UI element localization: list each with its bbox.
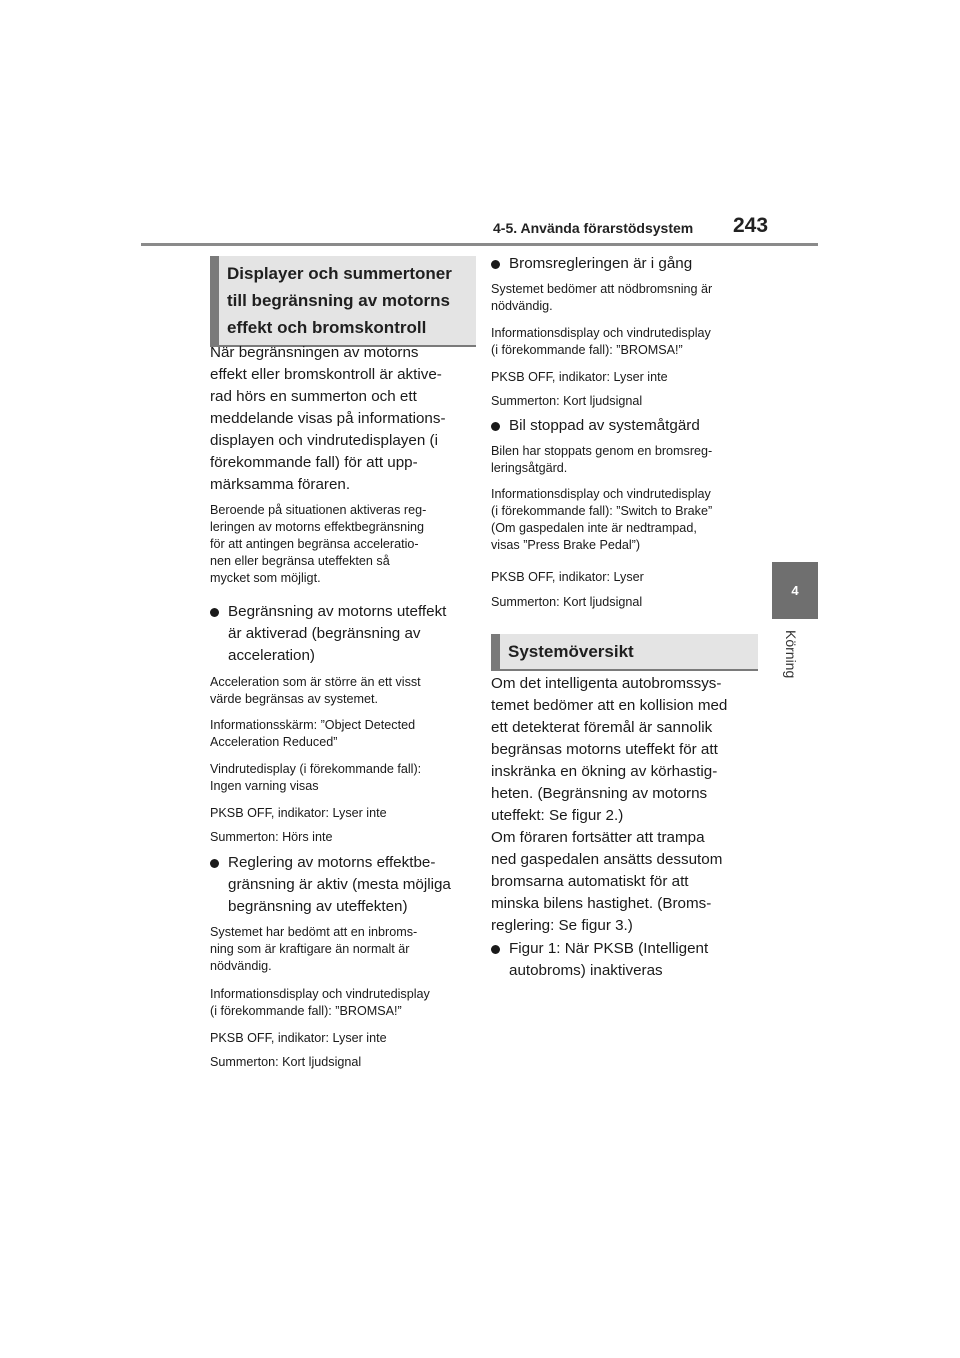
text-line: När begränsningen av motorns bbox=[210, 344, 419, 361]
chapter-label: Körning bbox=[783, 630, 799, 679]
overview-paragraph bbox=[491, 673, 753, 937]
text-line: rad hörs en summerton och ett bbox=[210, 388, 417, 405]
detail-block bbox=[491, 443, 751, 477]
text-line: (i förekommande fall): ”Switch to Brake” bbox=[491, 504, 713, 518]
text-line: Figur 1: När PKSB (Intelligent bbox=[509, 940, 709, 957]
text-line: Beroende på situationen aktiveras reg- bbox=[210, 503, 427, 517]
text-line: gränsning är aktiv (mesta möjliga bbox=[228, 876, 451, 893]
header-section-title: 4-5. Använda förarstödsystem bbox=[493, 220, 694, 236]
text-line: Informationsdisplay och vindrutedisplay bbox=[210, 987, 430, 1001]
text-line: förekommande fall) för att upp- bbox=[210, 454, 418, 471]
text-line: autobroms) inaktiveras bbox=[509, 962, 663, 979]
bullet-item bbox=[491, 938, 764, 982]
detail-block bbox=[210, 761, 470, 795]
detail-block bbox=[210, 924, 470, 975]
bullet-icon bbox=[210, 859, 219, 868]
text-line: nödvändig. bbox=[491, 299, 553, 313]
page-number: 243 bbox=[733, 214, 769, 237]
header-divider bbox=[141, 243, 818, 246]
text-line: Summerton: Kort ljudsignal bbox=[210, 1055, 362, 1069]
text-line: Informationsskärm: ”Object Detected bbox=[210, 718, 416, 732]
detail-block bbox=[491, 486, 751, 554]
text-line: PKSB OFF, indikator: Lyser inte bbox=[210, 1031, 387, 1045]
text-line: Systemet bedömer att nödbromsning är bbox=[491, 282, 713, 296]
bullet-icon bbox=[491, 260, 500, 269]
chapter-tab: 4 bbox=[772, 562, 818, 619]
text-line: Begränsning av motorns uteffekt bbox=[228, 603, 447, 620]
text-line: Vindrutedisplay (i förekommande fall): bbox=[210, 762, 422, 776]
text-line: leringsåtgärd. bbox=[491, 461, 568, 475]
text-line: visas ”Press Brake Pedal”) bbox=[491, 538, 641, 552]
heading-line: till begränsning av motorns bbox=[227, 291, 450, 310]
text-line: (Om gaspedalen inte är nedtrampad, bbox=[491, 521, 697, 535]
bullet-icon bbox=[491, 945, 500, 954]
text-line: reglering: Se figur 3.) bbox=[491, 917, 633, 934]
text-line: uteffekt: Se figur 2.) bbox=[491, 807, 624, 824]
text-line: temet bedömer att en kollision med bbox=[491, 697, 728, 714]
text-line: PKSB OFF, indikator: Lyser inte bbox=[491, 370, 668, 384]
text-line: Bilen har stoppats genom en bromsreg- bbox=[491, 444, 713, 458]
text-line: Systemet har bedömt att en inbroms- bbox=[210, 925, 418, 939]
bullet-item bbox=[491, 415, 764, 437]
text-line: är aktiverad (begränsning av bbox=[228, 625, 421, 642]
text-line: Om det intelligenta autobromssys- bbox=[491, 675, 722, 692]
detail-block bbox=[491, 281, 751, 315]
text-line: ett detekterat föremål är sannolik bbox=[491, 719, 713, 736]
text-line: Summerton: Hörs inte bbox=[210, 830, 333, 844]
text-line: effekt eller bromskontroll är aktive- bbox=[210, 366, 442, 383]
note-paragraph bbox=[210, 502, 470, 587]
text-line: heten. (Begränsning av motorns bbox=[491, 785, 708, 802]
text-line: (i förekommande fall): ”BROMSA!” bbox=[491, 343, 683, 357]
text-line: ning som är kraftigare än normalt är bbox=[210, 942, 410, 956]
text-line: begränsning av uteffekten) bbox=[228, 898, 408, 915]
text-line: inskränka en ökning av körhastig- bbox=[491, 763, 718, 780]
text-line: meddelande visas på informations- bbox=[210, 410, 446, 427]
text-line: värde begränsas av systemet. bbox=[210, 692, 378, 706]
text-line: för att antingen begränsa acceleratio- bbox=[210, 537, 419, 551]
detail-block bbox=[210, 674, 470, 708]
heading-line: Displayer och summertoner bbox=[227, 264, 452, 283]
detail-block bbox=[210, 986, 470, 1020]
section-heading-box bbox=[210, 256, 476, 347]
text-line: Informationsdisplay och vindrutedisplay bbox=[491, 326, 711, 340]
bullet-icon bbox=[210, 608, 219, 617]
text-line: nödvändig. bbox=[210, 959, 272, 973]
intro-paragraph bbox=[210, 342, 470, 496]
text-line: Bil stoppad av systemåtgärd bbox=[509, 417, 700, 434]
text-line: acceleration) bbox=[228, 647, 315, 664]
text-line: leringen av motorns effektbegränsning bbox=[210, 520, 424, 534]
text-line: Bromsregleringen är i gång bbox=[509, 255, 693, 272]
text-line: Informationsdisplay och vindrutedisplay bbox=[491, 487, 711, 501]
text-line: Om föraren fortsätter att trampa bbox=[491, 829, 705, 846]
text-line: Acceleration Reduced” bbox=[210, 735, 338, 749]
section-heading-box bbox=[491, 634, 758, 671]
detail-block bbox=[491, 325, 751, 359]
text-line: (i förekommande fall): ”BROMSA!” bbox=[210, 1004, 402, 1018]
bullet-item bbox=[491, 253, 764, 275]
text-line: märksamma föraren. bbox=[210, 476, 351, 493]
text-line: PKSB OFF, indikator: Lyser inte bbox=[210, 806, 387, 820]
text-line: displayen och vindrutedisplayen (i bbox=[210, 432, 438, 449]
text-line: PKSB OFF, indikator: Lyser bbox=[491, 570, 644, 584]
text-line: Reglering av motorns effektbe- bbox=[228, 854, 436, 871]
text-line: bromsarna automatiskt för att bbox=[491, 873, 689, 890]
text-line: Summerton: Kort ljudsignal bbox=[491, 595, 643, 609]
text-line: minska bilens hastighet. (Broms- bbox=[491, 895, 712, 912]
detail-block bbox=[210, 717, 470, 751]
text-line: ned gaspedalen ansätts dessutom bbox=[491, 851, 723, 868]
text-line: begränsas motorns uteffekt för att bbox=[491, 741, 718, 758]
text-line: nen eller begränsa uteffekten så bbox=[210, 554, 390, 568]
text-line: mycket som möjligt. bbox=[210, 571, 321, 585]
bullet-item bbox=[210, 601, 478, 667]
heading-line: effekt och bromskontroll bbox=[227, 318, 427, 337]
bullet-icon bbox=[491, 422, 500, 431]
heading-line: Systemöversikt bbox=[508, 642, 634, 661]
text-line: Summerton: Kort ljudsignal bbox=[491, 394, 643, 408]
text-line: Ingen varning visas bbox=[210, 779, 319, 793]
text-line: Acceleration som är större än ett visst bbox=[210, 675, 421, 689]
bullet-item bbox=[210, 852, 483, 918]
